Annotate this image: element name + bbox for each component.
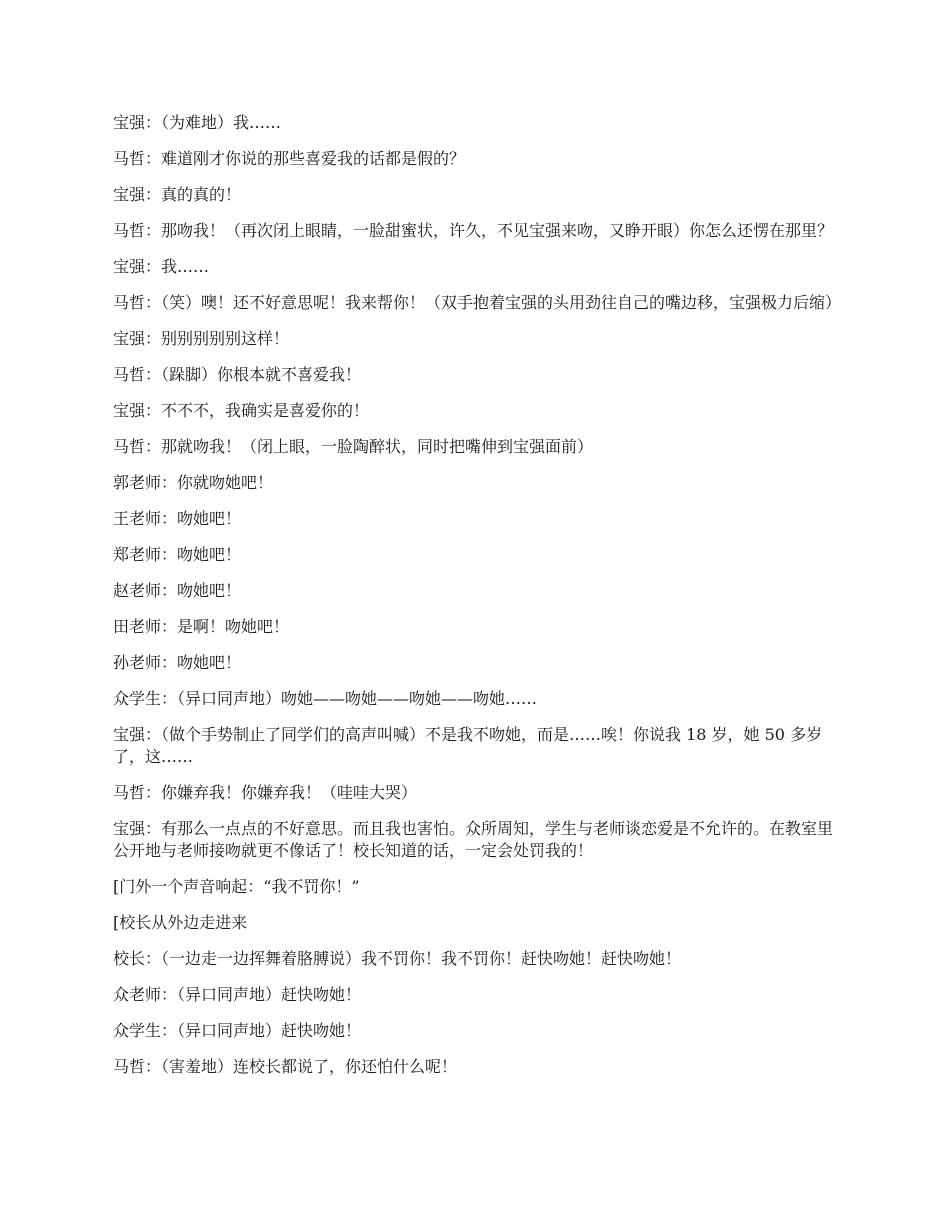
dialogue-line: 马哲：那吻我！（再次闭上眼睛，一脸甜蜜状，许久，不见宝强来吻，又睁开眼）你怎么还愣在那里？ xyxy=(113,221,834,240)
dialogue-line: 马哲：那就吻我！（闭上眼，一脸陶醉状，同时把嘴伸到宝强面前） xyxy=(113,437,594,456)
dialogue-line: 赵老师：吻她吧！ xyxy=(113,581,242,600)
dialogue-line: 众学生：（异口同声地）吻她——吻她——吻她——吻她…… xyxy=(113,689,538,708)
document-body xyxy=(113,112,843,1092)
dialogue-line: 众学生：（异口同声地）赶快吻她！ xyxy=(113,1021,362,1040)
dialogue-line: 郑老师：吻她吧！ xyxy=(113,545,242,564)
dialogue-line: 校长：（一边走一边挥舞着胳膊说）我不罚你！我不罚你！赶快吻她！赶快吻她！ xyxy=(113,949,682,968)
dialogue-line: 宝强：（为难地）我…… xyxy=(113,113,282,132)
stage-direction: [门外一个声音响起：“我不罚你！” xyxy=(113,877,360,896)
dialogue-line: 马哲：（跺脚）你根本就不喜爱我！ xyxy=(113,365,362,384)
dialogue-line: 宝强：（做个手势制止了同学们的高声叫喊）不是我不吻她，而是……唉！你说我 18 岁，她 50 多岁了，这…… xyxy=(113,725,823,766)
dialogue-line: 宝强：真的真的！ xyxy=(113,185,242,204)
dialogue-line: 宝强：别别别别别这样！ xyxy=(113,329,290,348)
dialogue-line: 田老师：是啊！吻她吧！ xyxy=(113,617,290,636)
dialogue-line: 众老师：（异口同声地）赶快吻她！ xyxy=(113,985,362,1004)
dialogue-line: 宝强：有那么一点点的不好意思。而且我也害怕。众所周知，学生与老师谈恋爱是不允许的。在教室里公开地与老师接吻就更不像话了！校长知道的话，一定会处罚我的！ xyxy=(113,819,834,860)
dialogue-line: 马哲：（笑）噢！还不好意思呢！我来帮你！（双手抱着宝强的头用劲往自己的嘴边移，宝强极力后缩） xyxy=(113,293,842,312)
dialogue-line: 马哲：难道刚才你说的那些喜爱我的话都是假的？ xyxy=(113,149,466,168)
dialogue-line: 宝强：不不不，我确实是喜爱你的！ xyxy=(113,401,370,420)
dialogue-line: 马哲：（害羞地）连校长都说了，你还怕什么呢！ xyxy=(113,1057,458,1076)
dialogue-line: 马哲：你嫌弃我！你嫌弃我！（哇哇大哭） xyxy=(113,783,418,802)
dialogue-line: 宝强：我…… xyxy=(113,257,210,276)
dialogue-line: 王老师：吻她吧！ xyxy=(113,509,242,528)
stage-direction: [校长从外边走进来 xyxy=(113,913,248,932)
dialogue-line: 孙老师：吻她吧！ xyxy=(113,653,242,672)
dialogue-line: 郭老师：你就吻她吧！ xyxy=(113,473,274,492)
